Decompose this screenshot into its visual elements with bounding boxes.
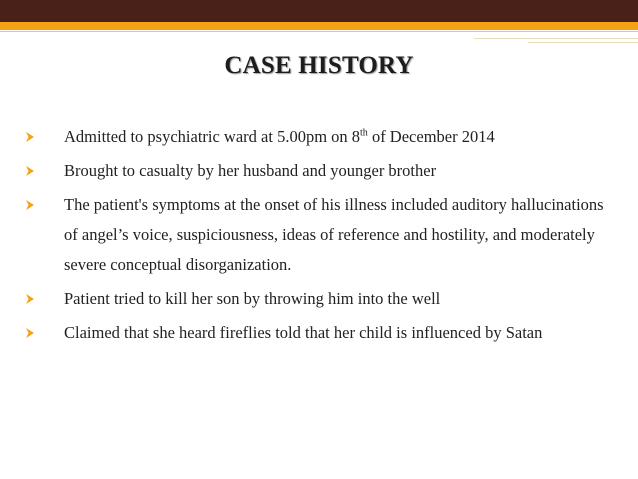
arrowhead-bullet-icon [26, 122, 36, 152]
bullet-item-1 [26, 122, 610, 152]
bullet-item-4 [26, 284, 610, 314]
arrowhead-bullet-icon [26, 190, 36, 220]
bullet-text-2: Brought to casualty by her husband and younger brother [64, 161, 437, 180]
bullet-text-4: Patient tried to kill her son by throwing him into the well [64, 289, 441, 308]
header-dark-band [0, 0, 638, 22]
header-rule [0, 31, 638, 32]
decorative-rule [474, 38, 638, 39]
bullet-item-2 [26, 156, 610, 186]
arrowhead-bullet-icon [26, 284, 36, 314]
bullet-list [26, 122, 610, 352]
bullet-text-3: The patient's symptoms at the onset of his illness included auditory hallucinations of angel’s voice, suspiciousness, ideas of reference and hostility, and moderately severe conceptual disorganization. [64, 195, 604, 274]
slide-title: CASE HISTORY [224, 52, 414, 79]
arrowhead-bullet-icon [26, 318, 36, 348]
arrowhead-bullet-icon [26, 156, 36, 186]
header-accent-band [0, 22, 638, 30]
bullet-text-1: Admitted to psychiatric ward at 5.00pm on 8th of December 2014 [64, 127, 495, 146]
bullet-item-5 [26, 318, 610, 348]
bullet-item-3 [26, 190, 610, 280]
decorative-rule [528, 42, 638, 43]
bullet-text-5: Claimed that she heard fireflies told that her child is influenced by Satan [64, 323, 543, 342]
